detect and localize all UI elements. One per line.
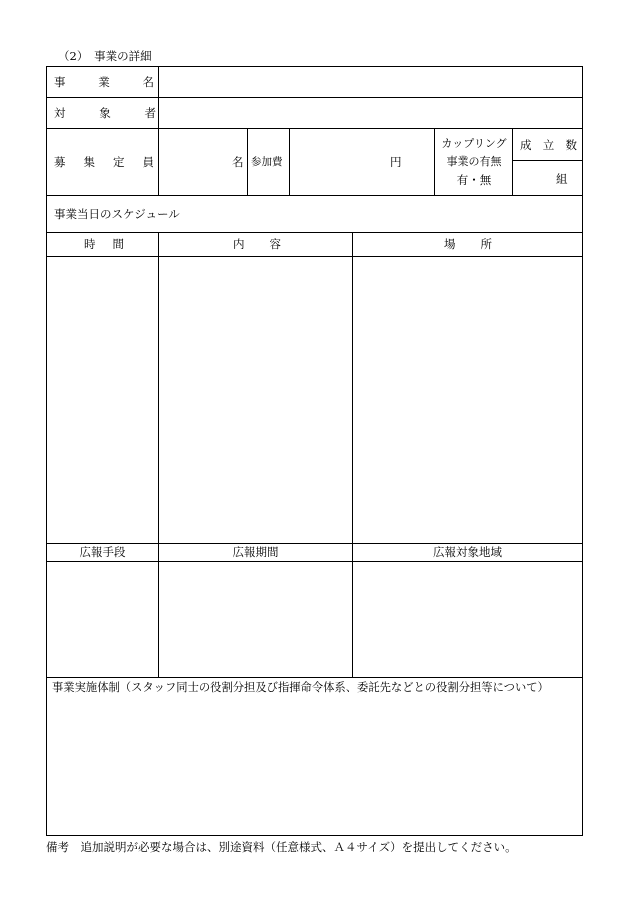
structure-field[interactable] [48,698,580,833]
schedule-content-field[interactable] [160,258,350,542]
label-col-divider [158,66,159,195]
publicity-header-period: 広報期間 [232,545,279,559]
target-field[interactable] [160,99,580,127]
schedule-place-field[interactable] [354,258,580,542]
success-count-field[interactable] [514,162,554,194]
capacity-divider [247,128,248,195]
section-title: （2） 事業の詳細 [58,49,152,63]
capacity-unit: 名 [232,155,244,169]
success-count-unit: 組 [556,172,568,186]
row-divider [46,232,583,233]
row-divider [46,256,583,257]
publicity-header-method: 広報手段 [79,545,126,559]
capacity-field[interactable] [160,130,230,194]
coupling-divider [512,128,513,195]
row-divider [46,677,583,678]
publicity-area-field[interactable] [354,563,580,675]
fee-unit: 円 [390,155,402,169]
schedule-col-divider [158,232,159,677]
remarks-note: 備考 追加説明が必要な場合は、別途資料（任意様式、Ａ４サイズ）を提出してください。 [46,840,517,854]
schedule-time-field[interactable] [48,258,156,542]
publicity-method-field[interactable] [48,563,156,675]
schedule-header-content: 内 容 [233,237,281,251]
fee-divider [289,128,290,195]
fee-field[interactable] [291,130,387,194]
schedule-header-time: 時 間 [84,237,124,251]
coupling-label-line1: カップリング [441,137,507,150]
target-label: 対 象 者 [54,106,156,120]
structure-label: 事業実施体制（スタッフ同士の役割分担及び指揮命令体系、委託先などとの役割分担等について） [52,681,549,694]
table-right-border [582,66,583,835]
publicity-header-area: 広報対象地域 [433,545,502,559]
event-name-field[interactable] [160,68,580,96]
row-divider [46,543,583,544]
schedule-title: 事業当日のスケジュール [54,207,180,221]
row-divider [46,97,583,98]
table-top-border [46,66,583,67]
success-divider [512,160,583,161]
coupling-options[interactable]: 有・無 [456,173,492,187]
table-bottom-border [46,835,583,836]
publicity-period-field[interactable] [160,563,350,675]
row-divider [46,195,583,196]
fee-label: 参加費 [251,156,283,168]
fee-value-divider [434,128,435,195]
row-divider [46,561,583,562]
success-count-label: 成 立 数 [520,138,577,152]
event-name-label: 事 業 名 [54,75,154,89]
schedule-header-place: 場 所 [444,237,492,251]
capacity-label: 募 集 定 員 [54,155,154,169]
schedule-col-divider [352,232,353,677]
table-left-border [46,66,47,835]
row-divider [46,128,583,129]
coupling-label-line2: 事業の有無 [446,155,502,168]
